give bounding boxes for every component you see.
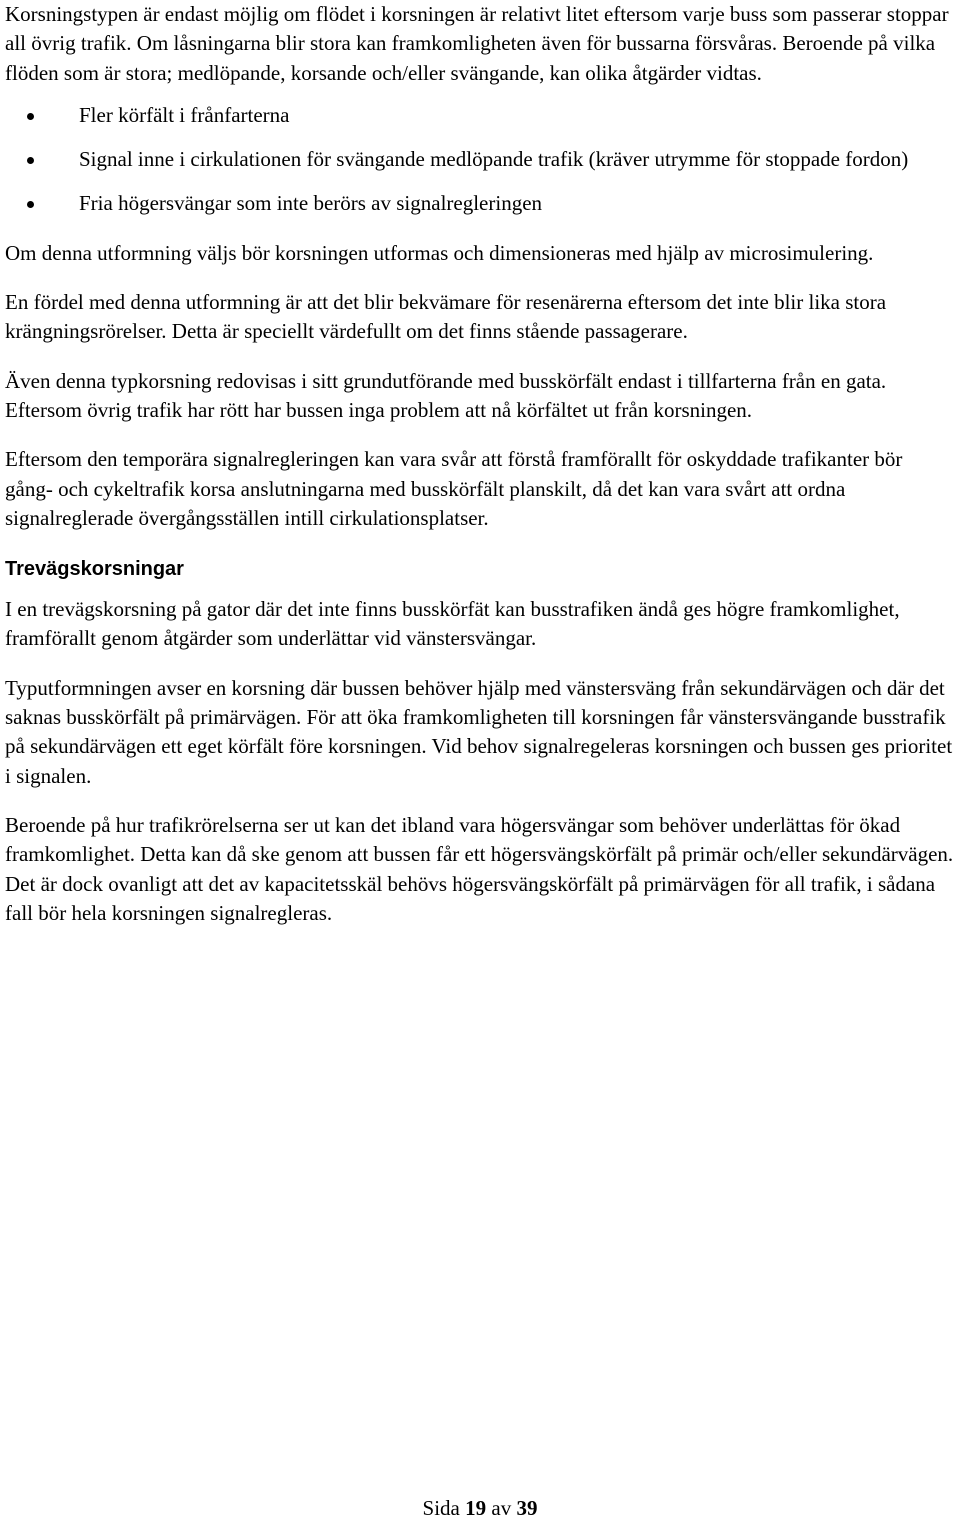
- bullet-icon: [27, 157, 34, 164]
- body-paragraph: Eftersom den temporära signalregleringen kan vara svår att förstå framförallt för oskyddade trafikanter bör gång- och cykeltrafik korsa anslutningarna med busskörfält planskilt, då det kan vara svårt att ordna signalreglerade övergångsställen intill cirkulationsplatser.: [5, 447, 903, 530]
- page-number: [0, 1495, 960, 1521]
- current-page: 19: [465, 1496, 487, 1520]
- page-separator: av: [486, 1496, 517, 1520]
- body-paragraph: Även denna typkorsning redovisas i sitt grundutförande med busskörfält endast i tillfarterna från en gata. Eftersom övrig trafik har rött har bussen inga problem att nå körfältet ut från korsningen.: [5, 368, 887, 422]
- body-paragraph: Om denna utformning väljs bör korsningen utformas och dimensioneras med hjälp av microsimulering.: [5, 240, 874, 265]
- intro-paragraph: Korsningstypen är endast möjlig om flödet i korsningen är relativt litet eftersom varje buss som passerar stoppar all övrig trafik. Om låsningarna blir stora kan framkomligheten även för bussarna försvåras. Beroende på vilka flöden som är stora; medlöpande, korsande och/eller svängande, kan olika åtgärder vidtas.: [5, 2, 949, 85]
- list-item: [5, 189, 955, 218]
- page-prefix: Sida: [422, 1496, 466, 1520]
- bullet-text: Fler körfält i frånfarterna: [79, 102, 290, 127]
- body-paragraph: En fördel med denna utformning är att det blir bekvämare för resenärerna eftersom det inte blir lika stora krängningsrörelser. Detta är speciellt värdefullt om det finns stående passagerare.: [5, 290, 887, 344]
- body-paragraph: Typutformningen avser en korsning där bussen behöver hjälp med vänstersväng från sekundärvägen och där det saknas busskörfält på primärvägen. För att öka framkomligheten till korsningen får vänstersvängande busstrafik på sekundärvägen ett eget körfält före korsningen. Vid behov signalregeleras korsningen och bussen ges prioritet i signalen.: [5, 675, 953, 788]
- document-page: [5, 0, 955, 928]
- body-paragraph: Beroende på hur trafikrörelserna ser ut kan det ibland vara högersvängar som behöver underlättas för ökad framkomlighet. Detta kan då ske genom att bussen får ett högersvängskörfält på primär och/eller sekundärvägen. Det är dock ovanligt att det av kapacitetsskäl behövs högersvängskörfält på primärvägen för all trafik, i sådana fall bör hela korsningen signalregleras.: [5, 812, 954, 925]
- bullet-icon: [27, 201, 34, 208]
- bullet-text: Fria högersvängar som inte berörs av signalregleringen: [79, 191, 543, 216]
- body-paragraph: I en trevägskorsning på gator där det inte finns busskörfät kan busstrafiken ändå ges högre framkomlighet, framförallt genom åtgärder som underlättar vid vänstersvängar.: [5, 597, 900, 651]
- bullet-icon: [27, 113, 34, 120]
- list-item: [5, 145, 955, 174]
- list-item: [5, 101, 955, 130]
- total-pages: 39: [516, 1496, 538, 1520]
- bullet-text: Signal inne i cirkulationen för svängande medlöpande trafik (kräver utrymme för stoppade fordon): [79, 147, 909, 172]
- section-heading: Trevägskorsningar: [5, 558, 184, 581]
- bullet-list: [5, 101, 955, 219]
